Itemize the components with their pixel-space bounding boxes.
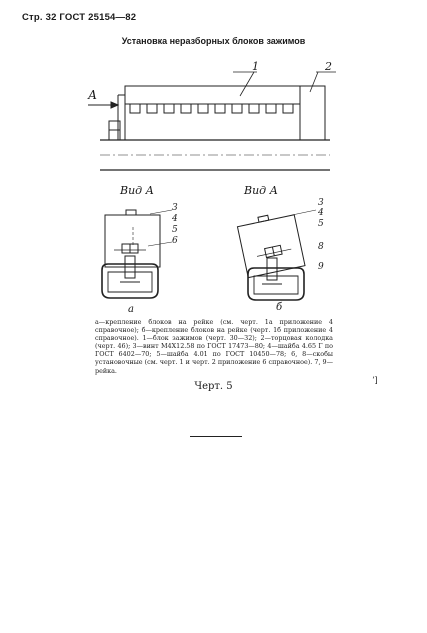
terminal-teeth	[130, 104, 293, 113]
view-right-letter: б	[276, 302, 283, 313]
view-left-num-5: 5	[172, 225, 178, 235]
view-left-num-4: 4	[172, 214, 178, 224]
view-left-letter: а	[128, 304, 134, 315]
drawing-number: Черт. 5	[194, 381, 233, 392]
view-right-num-4: 4	[318, 208, 324, 218]
view-right-num-9: 9	[318, 262, 324, 272]
end-rule	[190, 436, 242, 437]
view-left-num-6: 6	[172, 236, 178, 246]
section-title: Установка неразборных блоков зажимов	[121, 36, 306, 46]
view-right-num-5: 5	[318, 219, 324, 229]
page-header: Стр. 32 ГОСТ 25154—82	[22, 12, 137, 23]
view-right-num-3: 3	[318, 198, 324, 208]
view-left-num-3: 3	[172, 203, 178, 213]
margin-mark: ʼ]	[372, 376, 378, 385]
view-left-label: Вид А	[120, 184, 154, 197]
callout-1: 1	[252, 60, 259, 73]
view-right-num-8: 8	[318, 242, 324, 252]
arrow-label: А	[88, 88, 98, 102]
callout-2: 2	[325, 60, 332, 73]
view-right-label: Вид А	[244, 184, 278, 197]
figure-caption: а—крепление блоков на рейке (см. черт. 1а приложение 4 справочное); б—крепление блоков на рейке (черт. 1б приложение 4 справочное). 1—блок зажимов (черт. 30—32); 2—торцовая колодка (черт. 46); 3—винт М4Х12.58 по ГОСТ 17473—80; 4—шайба 4.65 Г по ГОСТ 6402—70; 5—шайба 4.01 по ГОСТ 10450—78; 6, 8—скобы установочные (см. черт. 1 и черт. 2 приложение 6 справочное). 7, 9—рейка.	[95, 318, 333, 375]
